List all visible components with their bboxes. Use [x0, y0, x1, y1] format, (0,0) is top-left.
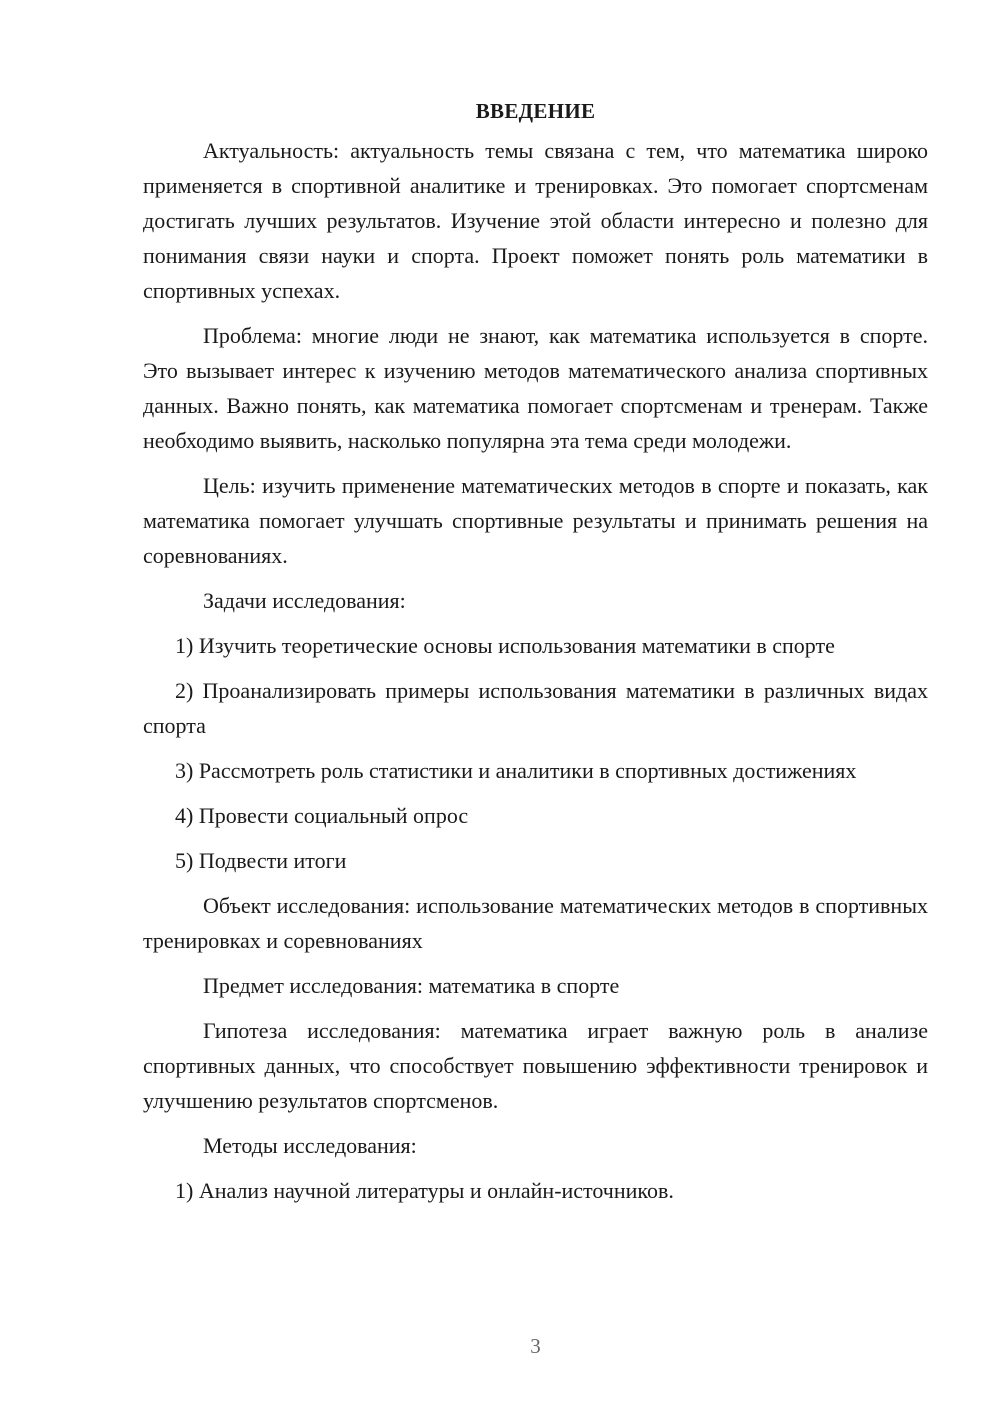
hypothesis-paragraph: Гипотеза исследования: математика играет важную роль в анализе спортивных данных, что способствует повышению эффективности тренировок и улучшению результатов спортсменов. — [143, 1018, 928, 1113]
page-number: 3 — [530, 1334, 541, 1358]
task-item: 2) Проанализировать примеры использования математики в различных видах спорта — [143, 678, 928, 738]
task-item: 5) Подвести итоги — [175, 848, 347, 873]
page-heading: ВВЕДЕНИЕ — [475, 99, 596, 123]
methods-title: Методы исследования: — [203, 1133, 417, 1158]
tasks-title: Задачи исследования: — [203, 588, 406, 613]
method-item: 1) Анализ научной литературы и онлайн-источников. — [175, 1178, 674, 1203]
goal-paragraph: Цель: изучить применение математических методов в спорте и показать, как математика помогает улучшать спортивные результаты и принимать решения на соревнованиях. — [143, 473, 928, 568]
problem-paragraph: Проблема: многие люди не знают, как математика используется в спорте. Это вызывает интерес к изучению методов математического анализа спортивных данных. Важно понять, как математика помогает спортсменам и тренерам. Также необходимо выявить, насколько популярна эта тема среди молодежи. — [143, 323, 928, 453]
subject-paragraph: Предмет исследования: математика в спорте — [203, 973, 620, 998]
page-content — [143, 97, 928, 1208]
task-item: 1) Изучить теоретические основы использования математики в спорте — [175, 633, 835, 658]
task-item: 4) Провести социальный опрос — [175, 803, 469, 828]
object-paragraph: Объект исследования: использование математических методов в спортивных тренировках и соревнованиях — [143, 893, 928, 953]
task-item: 3) Рассмотреть роль статистики и аналитики в спортивных достижениях — [175, 758, 857, 783]
relevance-paragraph: Актуальность: актуальность темы связана с тем, что математика широко применяется в спортивной аналитике и тренировках. Это помогает спортсменам достигать лучших результатов. Изучение этой области интересно и полезно для понимания связи науки и спорта. Проект поможет понять роль математики в спортивных успехах. — [143, 138, 928, 303]
